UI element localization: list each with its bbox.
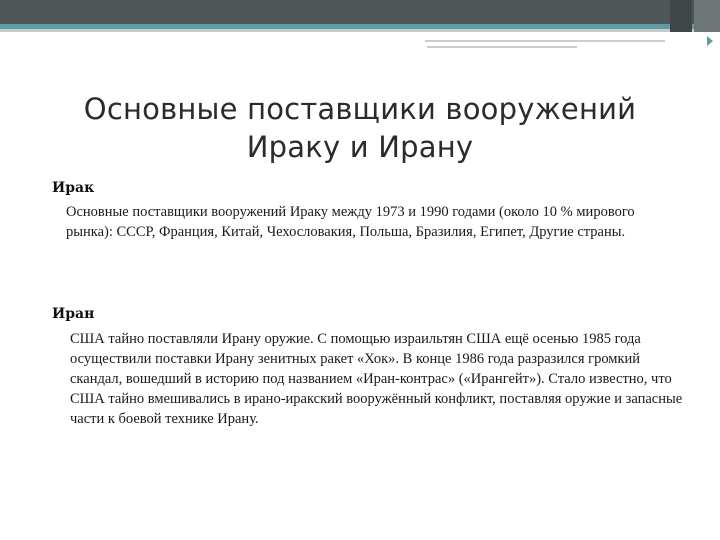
header-band-light xyxy=(0,29,720,32)
header-accent-block xyxy=(670,0,692,32)
decorative-line xyxy=(425,40,665,42)
slide-title: Основные поставщики вооружений Ираку и Ирану xyxy=(83,92,637,164)
section-heading-iraq: Ирак xyxy=(52,180,95,196)
decorative-triangle-icon xyxy=(707,36,713,46)
section-heading-iran: Иран xyxy=(52,306,95,322)
header-band-dark xyxy=(0,0,720,24)
header-accent-block xyxy=(694,0,720,32)
section-body-iraq: Основные поставщики вооружений Ираку между 1973 и 1990 годами (около 10 % мирового рынка): СССР, Франция, Китай, Чехословакия, Польша, Бразилия, Египет, Другие страны. xyxy=(66,204,635,240)
decorative-line xyxy=(427,46,577,48)
section-body-iran: США тайно поставляли Ирану оружие. С помощью израильтян США ещё осенью 1985 года осуществили поставки Ирану зенитных ракет «Хок». В конце 1986 года разразился громкий скандал, вошедший в историю под названием «Иран-контрас» («Ирангейт»). Стало известно, что США тайно вмешивались в ирано-иракский вооружённый конфликт, поставляя оружие и запасные части к боевой технике Ирану. xyxy=(70,331,683,427)
